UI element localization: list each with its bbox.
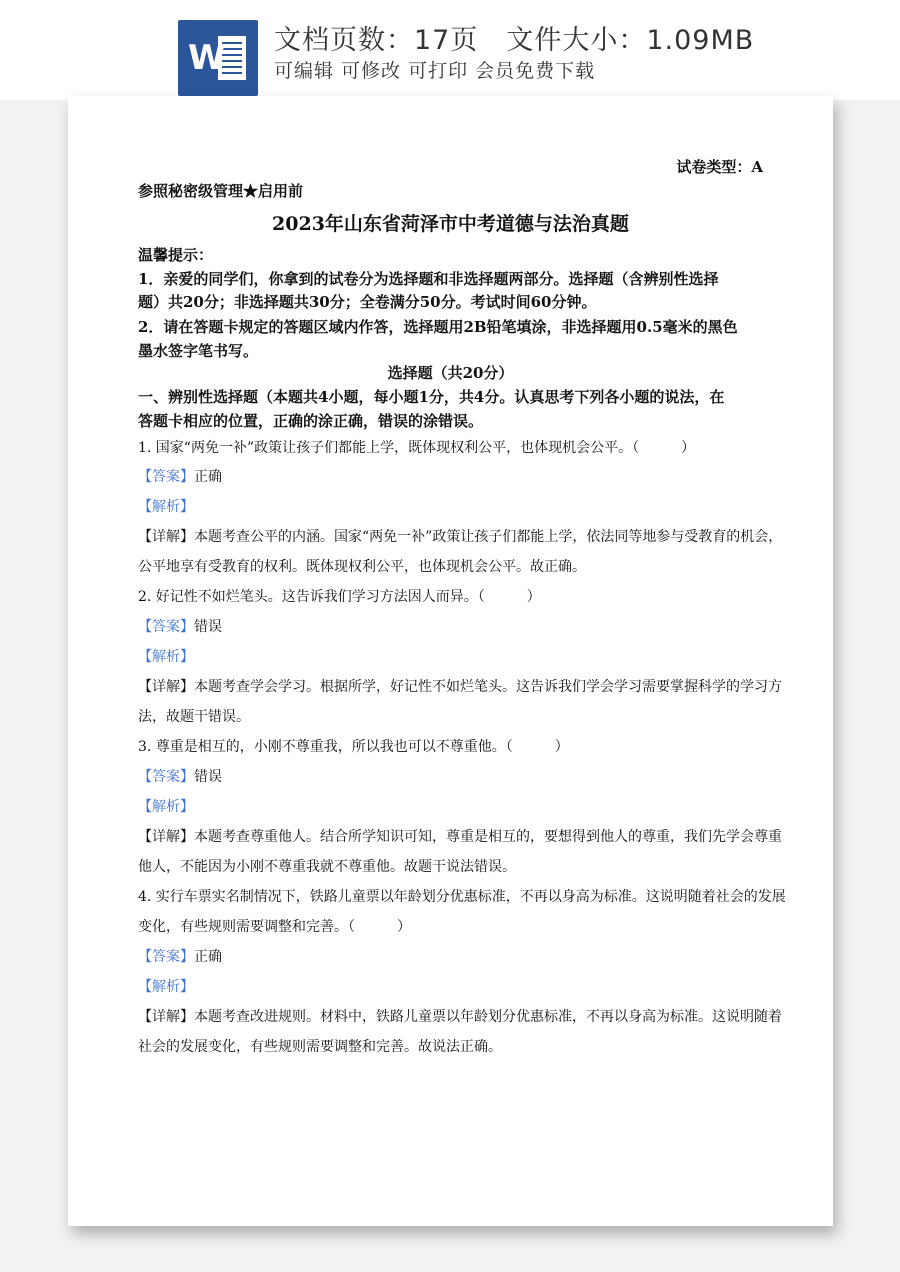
analysis-tag-2: 【解析】 (138, 649, 194, 665)
word-doc-icon (178, 20, 258, 96)
question-3: 3. 尊重是相互的，小刚不尊重我，所以我也可以不尊重他。（ ） (138, 739, 569, 755)
question-1: 1. 国家“两免一补”政策让孩子们都能上学，既体现权利公平，也体现机会公平。（ ） (138, 440, 696, 456)
answer-value: 正确 (194, 469, 222, 485)
question-4b: 变化，有些规则需要调整和完善。（ ） (138, 919, 411, 935)
part-1-instructions-b: 答题卡相应的位置，正确的涂正确，错误的涂错误。 (138, 412, 484, 430)
answer-value: 错误 (194, 769, 222, 785)
detail-2b: 法，故题干错误。 (138, 709, 250, 725)
detail-3b: 他人，不能因为小刚不尊重我就不尊重他。故题干说法错误。 (138, 859, 516, 875)
detail-tag: 【详解】 (138, 829, 194, 845)
analysis-tag-4: 【解析】 (138, 979, 194, 995)
page-count: 文档页数：17页 (274, 25, 479, 56)
notice-2b: 墨水签字笔书写。 (138, 342, 259, 360)
section-heading: 选择题（共20分） (387, 364, 514, 382)
file-info (274, 18, 754, 57)
answer-tag: 【答案】 (138, 949, 194, 965)
file-size: 文件大小：1.09MB (506, 25, 755, 56)
detail-tag: 【详解】 (138, 1009, 194, 1025)
download-banner (0, 0, 900, 100)
feature-list: 可编辑 可修改 可打印 会员免费下载 (274, 60, 596, 82)
analysis-tag-1: 【解析】 (138, 499, 194, 515)
question-2: 2. 好记性不如烂笔头。这告诉我们学习方法因人而异。（ ） (138, 589, 541, 605)
detail-text: 本题考查学会学习。根据所学，好记性不如烂笔头。这告诉我们学会学习需要掌握科学的学习方 (194, 679, 782, 695)
notice-1a: 1．亲爱的同学们，你拿到的试卷分为选择题和非选择题两部分。选择题（含辨别性选择 (138, 270, 719, 288)
paper-type: 试卷类型：A (676, 158, 763, 176)
detail-2a (138, 678, 782, 696)
word-letter: W (188, 38, 226, 78)
notice-heading: 温馨提示： (138, 246, 214, 264)
detail-1b: 公平地享有受教育的权利。既体现权利公平，也体现机会公平。故正确。 (138, 559, 586, 575)
document-page (68, 96, 833, 1226)
notice-1b: 题）共20分；非选择题共30分；全卷满分50分。考试时间60分钟。 (138, 293, 597, 311)
answer-tag: 【答案】 (138, 619, 194, 635)
notice-2a: 2．请在答题卡规定的答题区域内作答，选择题用2B铅笔填涂，非选择题用0.5毫米的黑色 (138, 318, 738, 336)
detail-4b: 社会的发展变化，有些规则需要调整和完善。故说法正确。 (138, 1039, 502, 1055)
detail-text: 本题考查尊重他人。结合所学知识可知，尊重是相互的，要想得到他人的尊重，我们先学会尊重 (194, 829, 782, 845)
detail-tag: 【详解】 (138, 679, 194, 695)
answer-value: 正确 (194, 949, 222, 965)
detail-3a (138, 828, 782, 846)
answer-tag: 【答案】 (138, 469, 194, 485)
answer-value: 错误 (194, 619, 222, 635)
detail-text: 本题考查公平的内涵。国家“两免一补”政策让孩子们都能上学，依法同等地参与受教育的机会， (194, 529, 783, 545)
page-title: 2023年山东省菏泽市中考道德与法治真题 (272, 213, 629, 235)
answer-2 (138, 618, 222, 636)
part-1-instructions-a: 一、辨别性选择题（本题共4小题，每小题1分，共4分。认真思考下列各小题的说法，在 (138, 388, 725, 406)
detail-4a (138, 1008, 782, 1026)
detail-text: 本题考查改进规则。材料中，铁路儿童票以年龄划分优惠标准，不再以身高为标准。这说明随着 (194, 1009, 782, 1025)
question-4a: 4. 实行车票实名制情况下，铁路儿童票以年龄划分优惠标准，不再以身高为标准。这说明随着社会的发展 (138, 889, 786, 905)
answer-3 (138, 768, 222, 786)
answer-1 (138, 468, 222, 486)
answer-4 (138, 948, 222, 966)
analysis-tag-3: 【解析】 (138, 799, 194, 815)
detail-1a (138, 528, 782, 546)
answer-tag: 【答案】 (138, 769, 194, 785)
secret-level: 参照秘密级管理★启用前 (138, 182, 304, 200)
detail-tag: 【详解】 (138, 529, 194, 545)
